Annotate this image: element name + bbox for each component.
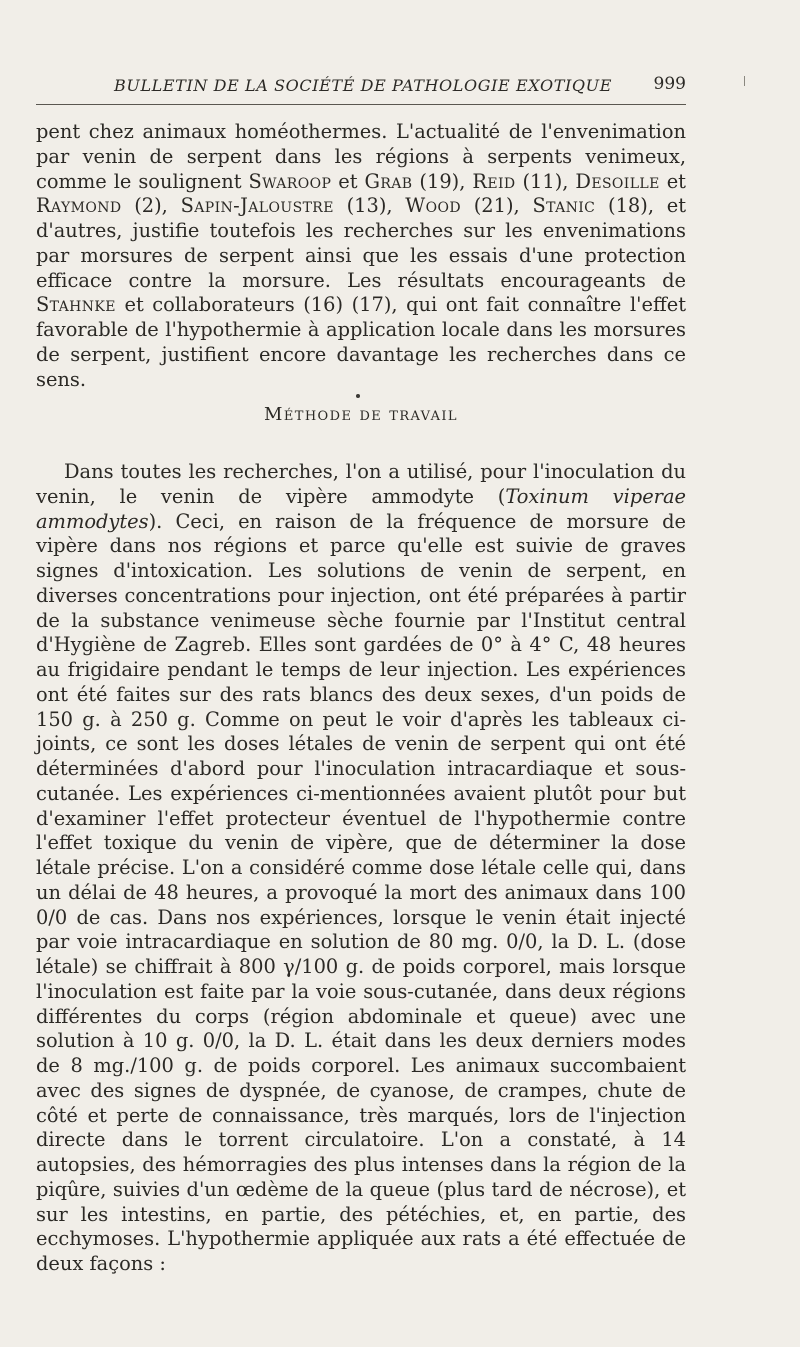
page-number: 999	[653, 74, 686, 94]
text-run: (11),	[515, 169, 576, 193]
author-name: Reid	[472, 169, 516, 193]
text-run: et	[331, 169, 365, 193]
text-run: ). Ceci, en raison de la fréquence de morsure de vipère dans nos régions et parce qu'elle est suivie de graves signes d'intoxication. Les solutions de venin de serpent, en diverses concentrations pour injection, ont été préparées à partir de la substance venimeuse sèche fournie par l'Institut central d'Hygiène de Zagreb. Elles sont gardées de 0° à 4° C, 48 heures au frigidaire pendant le temps de leur injection. Les expériences ont été faites sur des rats blancs des deux sexes, d'un poids de 150 g. à 250 g. Comme on peut le voir d'après les tableaux ci-joints, ce sont les doses létales de venin de serpent qui ont été déterminées d'abord pour l'inoculation intracardiaque et sous-cutanée. Les expériences ci-mentionnées avaient plutôt pour but d'examiner l'effet protecteur éventuel de l'hypothermie contre l'effet toxique du venin de vipère, que de déterminer la dose létale précise. L'on a considéré comme dose létale celle qui, dans un délai de 48 heures, a provoqué la mort des animaux dans 100 0/0 de cas. Dans nos expériences, lorsque le venin était injecté par voie intracardiaque en solution de 80 mg. 0/0, la D. L. (dose létale) se chiffrait à 800 γ/100 g. de poids corporel, mais lorsque l'inoculation est faite par la voie sous-cutanée, dans deux régions différentes du corps (région abdominale et queue) avec une solution à 10 g. 0/0, la D. L. était dans les deux derniers modes de 8 mg./100 g. de poids corporel. Les animaux succombaient avec des signes de dyspnée, de cyanose, de crampes, chute de côté et perte de connaissance, très marqués, lors de l'injection directe dans le torrent circulatoire. L'on a constaté, à 14 autopsies, des hémorragies des plus intenses dans la région de la piqûre, suivies d'un œdème de la queue (plus tard de nécrose), et sur les intestins, en partie, des pétéchies, et, en partie, des ecchymoses. L'hypothermie appliquée aux rats a été effectuée de deux façons :	[36, 509, 686, 1275]
text-run: (19),	[412, 169, 473, 193]
margin-mark	[744, 76, 745, 86]
text-run: (2),	[121, 194, 181, 218]
methods-section	[36, 460, 686, 1277]
author-name: Swaroop	[248, 169, 332, 193]
body-paragraph	[36, 120, 686, 392]
text-run: (18), et d'autres, justifie toutefois les recherches sur les envenimations par morsures de serpent ainsi que les essais d'une protection efficace contre la morsure. Les résultats encourageants de	[36, 194, 686, 292]
heading-dot	[356, 394, 360, 398]
text-run: Dans toutes les recherches, l'on a utilisé, pour l'inoculation du venin, le venin de vipère ammodyte (	[36, 460, 686, 508]
text-run: pent chez animaux homéothermes. L'actualité de l'envenimation par venin de serpent dans les régions à serpents venimeux, comme le soulignent	[36, 120, 686, 193]
author-name: Wood	[405, 194, 462, 218]
species-name: Toxinum viperae ammodytes	[36, 484, 686, 533]
author-name: Sapin-Jaloustre	[180, 194, 334, 218]
author-name: Grab	[364, 169, 413, 193]
text-run: (21),	[461, 194, 533, 218]
text-run: et collaborateurs (16) (17), qui ont fait connaître l'effet favorable de l'hypothermie à application locale dans les morsures de serpent, justifient encore davantage les recherches dans ce sens.	[36, 293, 686, 391]
author-name: Stahnke	[36, 293, 116, 317]
section-heading: Méthode de travail	[264, 404, 458, 425]
body-paragraph	[36, 460, 686, 1277]
paragraph-continuation	[36, 120, 686, 392]
running-header	[36, 68, 686, 105]
text-run: et	[659, 169, 686, 193]
journal-title: BULLETIN DE LA SOCIÉTÉ DE PATHOLOGIE EXOTIQUE	[114, 76, 612, 95]
author-name: Stanic	[532, 194, 596, 218]
author-name: Desoille	[575, 169, 660, 193]
text-run: (13),	[333, 194, 406, 218]
author-name: Raymond	[36, 194, 122, 218]
